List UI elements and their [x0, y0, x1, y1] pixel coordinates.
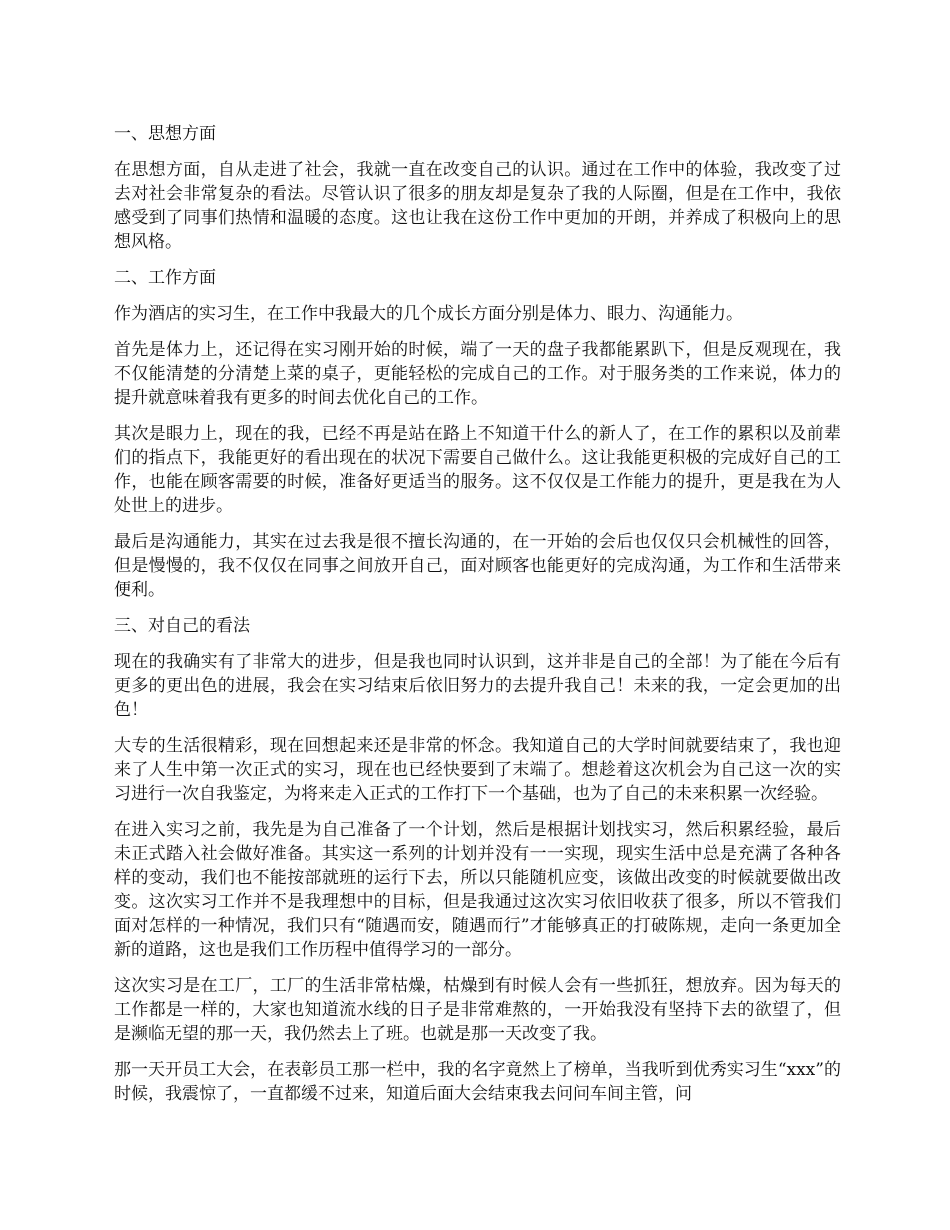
paragraph-college-life: 大专的生活很精彩，现在回想起来还是非常的怀念。我知道自己的大学时间就要结束了，我也迎来了人生中第一次正式的实习，现在也已经快要到了末端了。想趁着这次机会为自己这一次的实习进行一次自我鉴定，为将来走入正式的工作打下一个基础，也为了自己的未来积累一次经验。 — [114, 736, 841, 804]
paragraph-factory: 这次实习是在工厂，工厂的生活非常枯燥，枯燥到有时候人会有一些抓狂，想放弃。因为每天的工作都是一样的，大家也知道流水线的日子是非常难熬的，一开始我没有坚持下去的欲望了，但是濒临无望的那一天，我仍然去上了班。也就是那一天改变了我。 — [114, 976, 841, 1044]
paragraph-physical: 首先是体力上，还记得在实习刚开始的时候，端了一天的盘子我都能累趴下，但是反观现在，我不仅能清楚的分清楚上菜的桌子，更能轻松的完成自己的工作。对于服务类的工作来说，体力的提升就意味着我有更多的时间去优化自己的工作。 — [114, 340, 841, 408]
section-heading-self-view: 三、对自己的看法 — [114, 616, 250, 636]
paragraph-staff-meeting: 那一天开员工大会，在表彰员工那一栏中，我的名字竟然上了榜单，当我听到优秀实习生“xxx”的时候，我震惊了，一直都缓不过来，知道后面大会结束我去问问车间主管，问 — [114, 1060, 841, 1104]
paragraph-plan: 在进入实习之前，我先是为自己准备了一个计划，然后是根据计划找实习，然后积累经验，最后未正式踏入社会做好准备。其实这一系列的计划并没有一一实现，现实生活中总是充满了各种各样的变动，我们也不能按部就班的运行下去，所以只能随机应变，该做出改变的时候就要做出改变。这次实习工作并不是我理想中的目标，但是我通过这次实习依旧收获了很多，所以不管我们面对怎样的一种情况，我们只有“随遇而安，随遇而行”才能够真正的打破陈规，走向一条更加全新的道路，这也是我们工作历程中值得学习的一部分。 — [114, 820, 841, 960]
paragraph-observation: 其次是眼力上，现在的我，已经不再是站在路上不知道干什么的新人了，在工作的累积以及前辈们的指点下，我能更好的看出现在的状况下需要自己做什么。这让我能更积极的完成好自己的工作，也能在顾客需要的时候，准备好更适当的服务。这不仅仅是工作能力的提升，更是我在为人处世上的进步。 — [114, 424, 841, 516]
paragraph-communication: 最后是沟通能力，其实在过去我是很不擅长沟通的，在一开始的会后也仅仅只会机械性的回答，但是慢慢的，我不仅仅在同事之间放开自己，面对顾客也能更好的完成沟通，为工作和生活带来便利。 — [114, 532, 841, 600]
section-heading-thought: 一、思想方面 — [114, 124, 216, 144]
paragraph-progress: 现在的我确实有了非常大的进步，但是我也同时认识到，这并非是自己的全部！为了能在今后有更多的更出色的进展，我会在实习结束后依旧努力的去提升我自己！未来的我，一定会更加的出色！ — [114, 652, 841, 720]
section-heading-work: 二、工作方面 — [114, 268, 216, 288]
document-page — [114, 122, 841, 1118]
paragraph-work-intro: 作为酒店的实习生，在工作中我最大的几个成长方面分别是体力、眼力、沟通能力。 — [114, 304, 743, 324]
paragraph-thought: 在思想方面，自从走进了社会，我就一直在改变自己的认识。通过在工作中的体验，我改变了过去对社会非常复杂的看法。尽管认识了很多的朋友却是复杂了我的人际圈，但是在工作中，我依感受到了同事们热情和温暖的态度。这也让我在这份工作中更加的开朗，并养成了积极向上的思想风格。 — [114, 160, 841, 252]
